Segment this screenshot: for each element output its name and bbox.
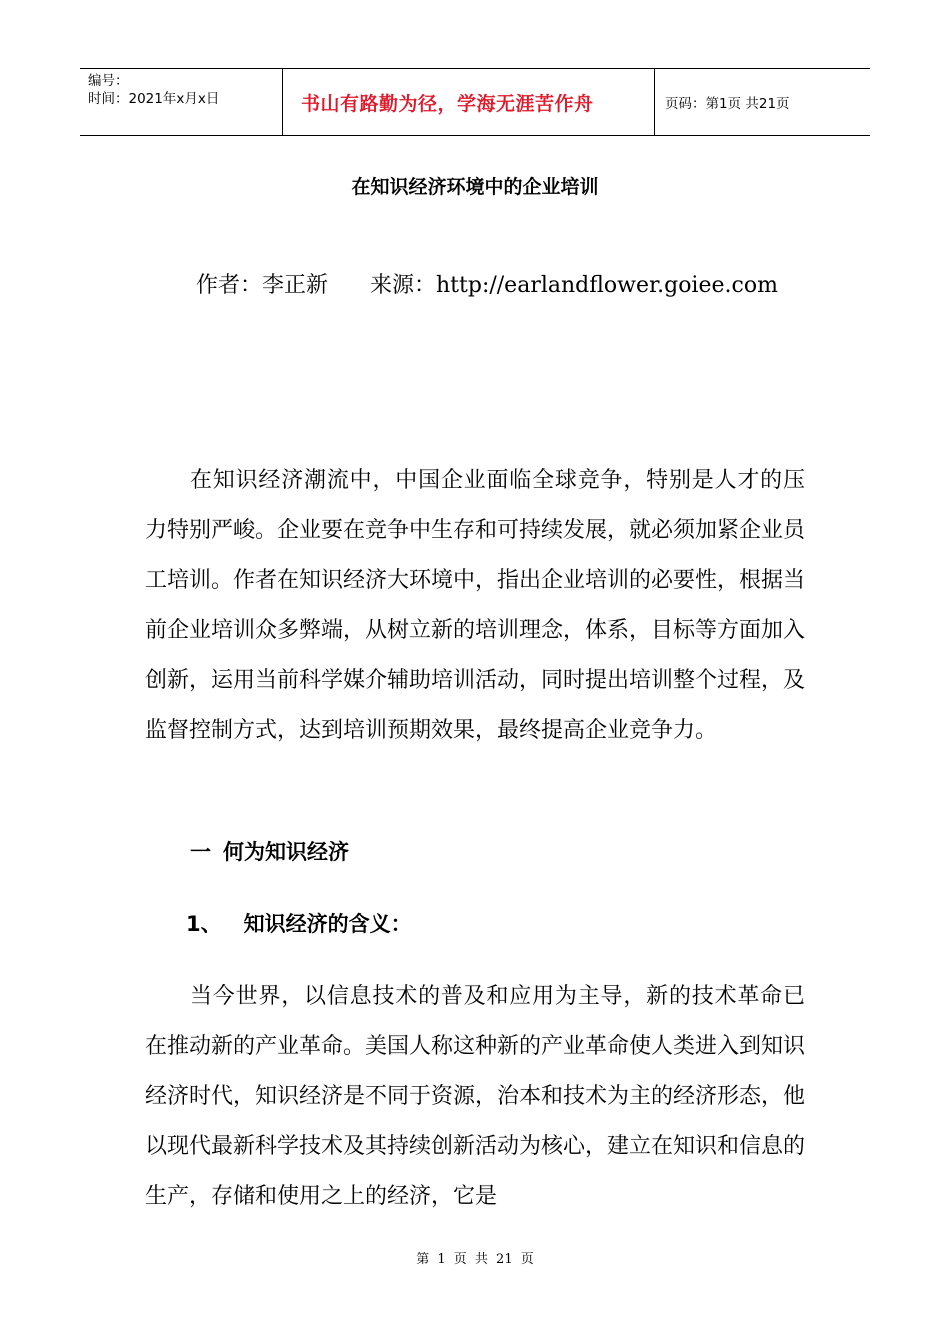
body-paragraph: 当今世界，以信息技术的普及和应用为主导，新的技术革命已在推动新的产业革命。美国人称这种新的产业革命使人类进入到知识经济时代，知识经济是不同于资源，治本和技术为主的经济形态，他以现代最新科学技术及其持续创新活动为核心，建立在知识和信息的生产，存储和使用之上的经济，它是: [145, 984, 806, 1209]
author: 作者：李正新: [196, 273, 329, 298]
subsection-number: 1、: [186, 912, 222, 936]
serial-label: 编号：: [88, 73, 129, 89]
document-title: 在知识经济环境中的企业培训: [351, 176, 599, 198]
subsection-heading: [186, 908, 412, 938]
source: 来源：http://earlandflower.goiee.com: [370, 273, 778, 298]
document-header: [80, 68, 870, 136]
header-motto-cell: [282, 69, 655, 135]
time-label: 时间：2021年x月x日: [88, 91, 220, 107]
byline: [196, 268, 778, 299]
section-title: 何为知识经济: [223, 840, 349, 864]
abstract-paragraph: 在知识经济潮流中，中国企业面临全球竞争，特别是人才的压力特别严峻。企业要在竞争中生存和可持续发展，就必须加紧企业员工培训。作者在知识经济大环境中，指出企业培训的必要性，根据当前企业培训众多弊端，从树立新的培训理念，体系，目标等方面加入创新，运用当前科学媒介辅助培训活动，同时提出培训整个过程，及监督控制方式，达到培训预期效果，最终提高企业竞争力。: [145, 468, 806, 743]
subsection-title: 知识经济的含义：: [243, 912, 412, 936]
page-footer: 第 1 页 共 21 页: [416, 1252, 534, 1267]
motto-text: 书山有路勤为径，学海无涯苦作舟: [301, 92, 594, 115]
section-heading: [190, 836, 349, 866]
header-page-cell: [655, 69, 870, 135]
section-number: 一: [190, 840, 211, 864]
header-meta-cell: [80, 69, 282, 135]
page-info: 页码：第1页 共21页: [665, 96, 790, 112]
